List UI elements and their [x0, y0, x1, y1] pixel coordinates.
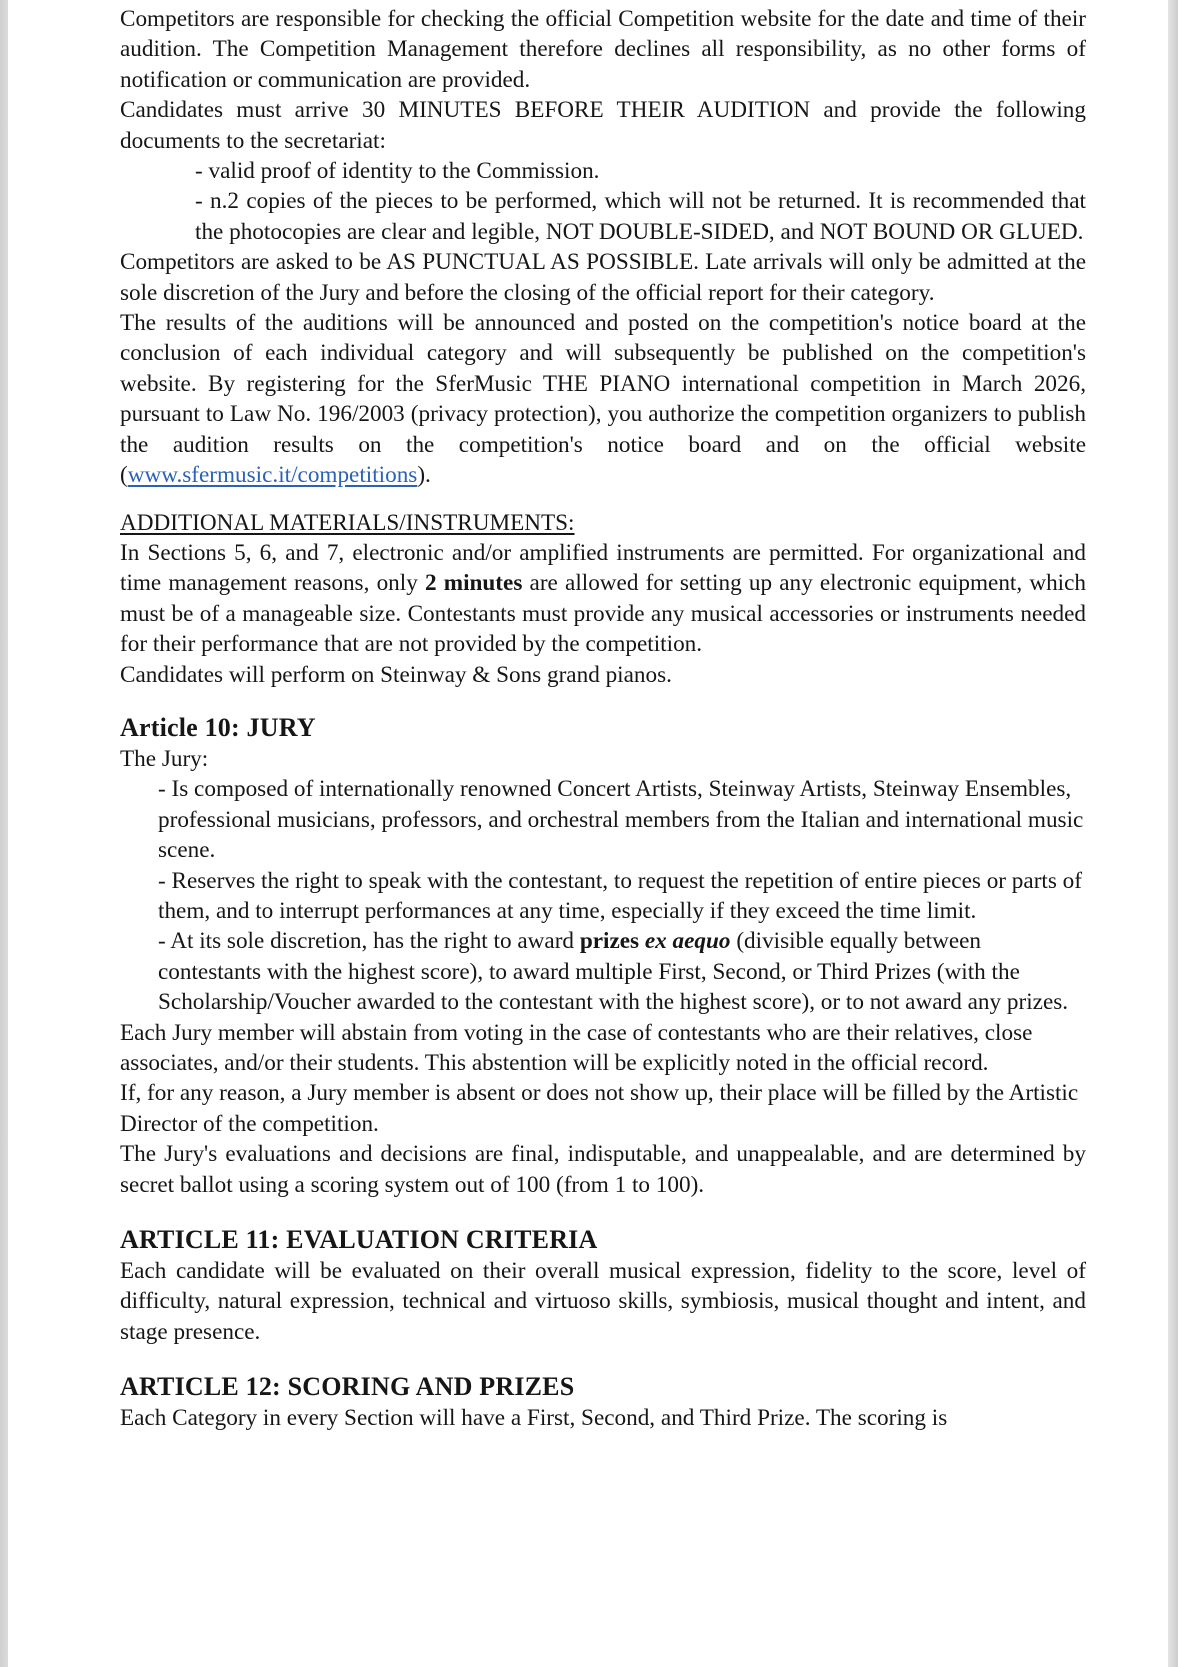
arrival-instructions-paragraph: Candidates must arrive 30 MINUTES BEFORE THEIR AUDITION and provide the following documents to the secretariat:	[120, 97, 1086, 154]
pianos-paragraph: Candidates will perform on Steinway & Sons grand pianos.	[120, 661, 672, 688]
electronic-instruments-paragraph	[120, 538, 1086, 660]
audition-notice-paragraph: Competitors are responsible for checking the official Competition website for the date and time of their audition. The Competition Management therefore declines all responsibility, as no other forms of notification or communication are provided.	[120, 6, 1086, 93]
punctuality-paragraph: Competitors are asked to be AS PUNCTUAL AS POSSIBLE. Late arrivals will only be admitted at the sole discretion of the Jury and before the closing of the official report for their category.	[120, 249, 1086, 306]
article-12-heading: ARTICLE 12: SCORING AND PRIZES	[120, 1372, 575, 1402]
required-document-item: - valid proof of identity to the Commission.	[195, 158, 600, 185]
spacer	[120, 491, 1086, 508]
jury-abstention-paragraph: Each Jury member will abstain from voting in the case of contestants who are their relatives, close associates, and/or their students. This abstention will be explicitly noted in the official record.	[120, 1019, 1033, 1076]
page-edge-left	[0, 0, 8, 1667]
article-11-heading: ARTICLE 11: EVALUATION CRITERIA	[120, 1225, 598, 1255]
article-10-heading: Article 10: JURY	[120, 712, 316, 742]
electronic-instruments-text: In Sections 5, 6, and 7, electronic and/or amplified instruments are permitted. For organizational and time management reasons, only	[120, 539, 1086, 597]
spacer	[120, 1347, 1086, 1371]
page-edge-right	[1168, 0, 1178, 1667]
evaluation-criteria-paragraph: Each candidate will be evaluated on their overall musical expression, fidelity to the score, level of difficulty, natural expression, technical and virtuoso skills, symbiosis, musical thought and intent, and stage presence.	[120, 1258, 1086, 1345]
jury-prizes-text: - At its sole discretion, has the right to award	[158, 928, 580, 955]
scoring-prizes-paragraph: Each Category in every Section will have a First, Second, and Third Prize. The scoring is	[120, 1405, 948, 1432]
ex-aequo-emphasis: ex aequo	[644, 928, 731, 955]
results-text-end: ).	[417, 462, 431, 489]
jury-intro: The Jury:	[120, 745, 209, 772]
setup-time-emphasis: 2 minutes	[424, 570, 523, 597]
spacer	[120, 690, 1086, 712]
jury-decisions-paragraph: The Jury's evaluations and decisions are final, indisputable, and unappealable, and are determined by secret ballot using a scoring system out of 100 (from 1 to 100).	[120, 1141, 1086, 1198]
jury-prizes-text-end: (divisible equally between contestants with the highest score), to award multiple First, Second, or Third Prizes (with the Scholarship/Voucher awarded to the contestant with the highest score), or to not award any prizes.	[158, 928, 1069, 1016]
prizes-bold-text: prizes	[579, 928, 645, 955]
spacer	[120, 1200, 1086, 1224]
electronic-instruments-text-end: are allowed for setting up any electronic equipment, which must be of a manageable size. Contestants must provide any musical accessories or instruments needed for their performance that are not provided by the competition.	[120, 570, 1087, 658]
competitions-website-link[interactable]: www.sfermusic.it/competitions	[127, 462, 418, 489]
additional-materials-heading: ADDITIONAL MATERIALS/INSTRUMENTS:	[120, 509, 575, 536]
jury-absence-paragraph: If, for any reason, a Jury member is absent or does not show up, their place will be filled by the Artistic Director of the competition.	[120, 1080, 1079, 1137]
results-paragraph	[120, 308, 1086, 490]
prizes-emphasis	[580, 928, 731, 954]
required-document-item: - n.2 copies of the pieces to be performed, which will not be returned. It is recommended that the photocopies are clear and legible, NOT DOUBLE-SIDED, and NOT BOUND OR GLUED.	[195, 188, 1086, 245]
jury-bullet-composition: - Is composed of internationally renowned Concert Artists, Steinway Artists, Steinway Ensembles, professional musicians, professors, and orchestral members from the Italian and international music scene.	[158, 776, 1084, 864]
jury-bullet-rights: - Reserves the right to speak with the contestant, to request the repetition of entire pieces or parts of them, and to interrupt performances at any time, especially if they exceed the time limit.	[158, 867, 1082, 924]
jury-bullet-prizes	[158, 926, 1086, 1017]
results-text: The results of the auditions will be announced and posted on the competition's notice board at the conclusion of each individual category and will subsequently be published on the competition's website. By registering for the SferMusic THE PIANO international competition in March 2026, pursuant to Law No. 196/2003 (privacy protection), you authorize the competition organizers to publish the audition results on the competition's notice board and on the official website (	[120, 310, 1086, 489]
document-page	[120, 4, 1086, 1434]
